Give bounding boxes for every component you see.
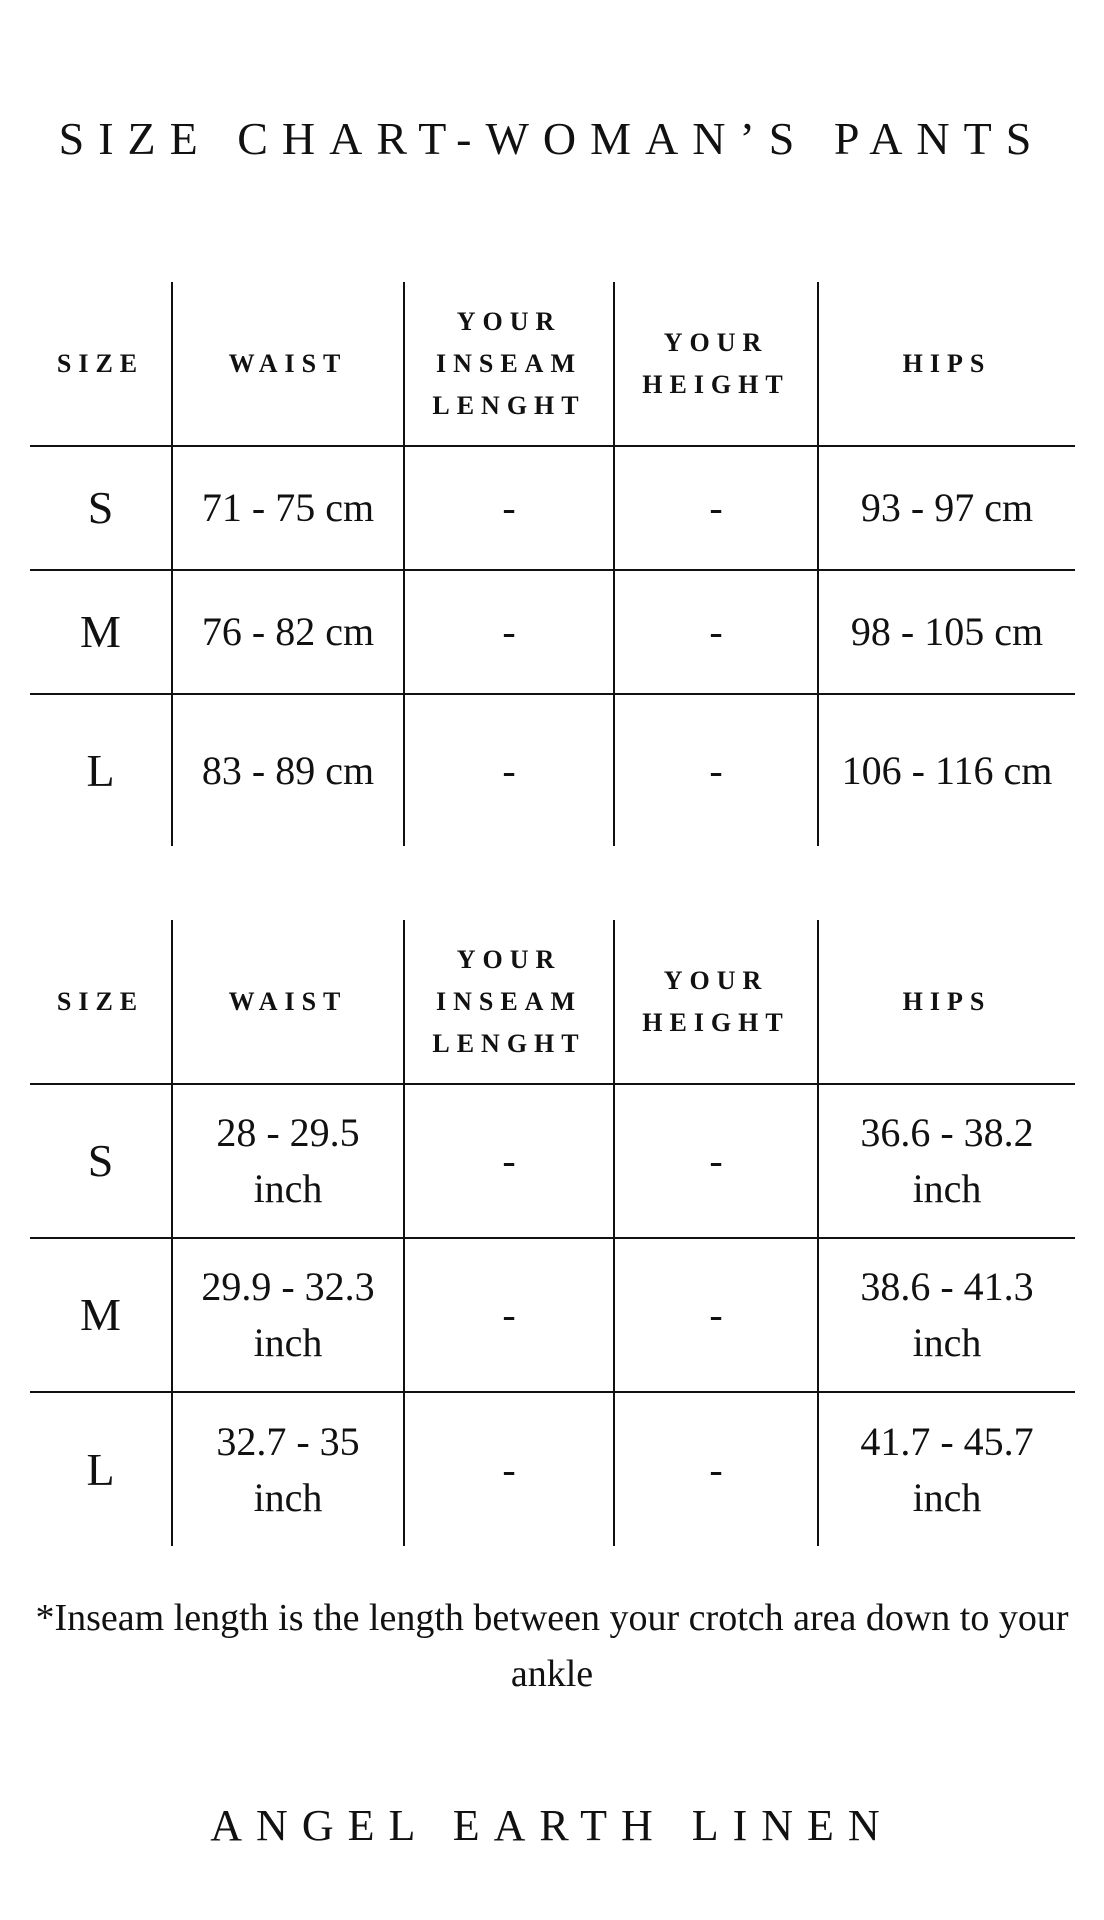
header-inseam-line-2: INSEAM bbox=[435, 986, 582, 1016]
header-inseam-line-1: YOUR bbox=[456, 306, 562, 336]
header-waist: WAIST bbox=[172, 920, 404, 1084]
inseam-note: *Inseam length is the length between your crotch area down to your ankle bbox=[35, 1597, 1069, 1695]
header-hips: HIPS bbox=[818, 282, 1075, 446]
height-cell: - bbox=[614, 446, 818, 570]
size-cell: L bbox=[30, 1392, 172, 1546]
size-cell: M bbox=[30, 570, 172, 694]
inseam-cell: - bbox=[404, 1238, 614, 1392]
inseam-cell: - bbox=[404, 1084, 614, 1238]
table-row bbox=[30, 1238, 1075, 1392]
inseam-cell: - bbox=[404, 694, 614, 846]
table-row bbox=[30, 446, 1075, 570]
waist-cell: 28 - 29.5 inch bbox=[172, 1084, 404, 1238]
header-height-line-1: YOUR bbox=[663, 327, 769, 357]
height-cell: - bbox=[614, 1238, 818, 1392]
header-height bbox=[614, 282, 818, 446]
header-height-line-2: HEIGHT bbox=[642, 1007, 790, 1037]
hips-cell: 36.6 - 38.2 inch bbox=[818, 1084, 1075, 1238]
inseam-cell: - bbox=[404, 570, 614, 694]
header-row bbox=[30, 282, 1075, 446]
waist-cell: 76 - 82 cm bbox=[172, 570, 404, 694]
size-cell: M bbox=[30, 1238, 172, 1392]
size-table-inch bbox=[30, 920, 1075, 1546]
header-inseam-line-3: LENGHT bbox=[432, 390, 586, 420]
height-cell: - bbox=[614, 570, 818, 694]
brand-name: ANGEL EARTH LINEN bbox=[210, 1801, 894, 1850]
waist-cell: 83 - 89 cm bbox=[172, 694, 404, 846]
header-size: SIZE bbox=[30, 920, 172, 1084]
hips-cell: 98 - 105 cm bbox=[818, 570, 1075, 694]
header-height bbox=[614, 920, 818, 1084]
table-row bbox=[30, 570, 1075, 694]
size-table-cm bbox=[30, 282, 1075, 846]
inseam-cell: - bbox=[404, 1392, 614, 1546]
table-row bbox=[30, 694, 1075, 846]
waist-cell: 29.9 - 32.3 inch bbox=[172, 1238, 404, 1392]
hips-cell: 38.6 - 41.3 inch bbox=[818, 1238, 1075, 1392]
header-height-line-2: HEIGHT bbox=[642, 369, 790, 399]
height-cell: - bbox=[614, 694, 818, 846]
page-title: SIZE CHART-WOMAN’S PANTS bbox=[58, 113, 1046, 164]
waist-cell: 32.7 - 35 inch bbox=[172, 1392, 404, 1546]
header-height-line-1: YOUR bbox=[663, 965, 769, 995]
hips-cell: 41.7 - 45.7 inch bbox=[818, 1392, 1075, 1546]
header-inseam bbox=[404, 920, 614, 1084]
size-cell: L bbox=[30, 694, 172, 846]
header-size: SIZE bbox=[30, 282, 172, 446]
waist-cell: 71 - 75 cm bbox=[172, 446, 404, 570]
table-row bbox=[30, 1084, 1075, 1238]
height-cell: - bbox=[614, 1392, 818, 1546]
header-inseam-line-2: INSEAM bbox=[435, 348, 582, 378]
header-waist: WAIST bbox=[172, 282, 404, 446]
table-row bbox=[30, 1392, 1075, 1546]
header-hips: HIPS bbox=[818, 920, 1075, 1084]
hips-cell: 106 - 116 cm bbox=[818, 694, 1075, 846]
header-row bbox=[30, 920, 1075, 1084]
header-inseam-line-3: LENGHT bbox=[432, 1028, 586, 1058]
header-inseam bbox=[404, 282, 614, 446]
height-cell: - bbox=[614, 1084, 818, 1238]
header-inseam-line-1: YOUR bbox=[456, 944, 562, 974]
inseam-cell: - bbox=[404, 446, 614, 570]
size-cell: S bbox=[30, 446, 172, 570]
hips-cell: 93 - 97 cm bbox=[818, 446, 1075, 570]
size-cell: S bbox=[30, 1084, 172, 1238]
